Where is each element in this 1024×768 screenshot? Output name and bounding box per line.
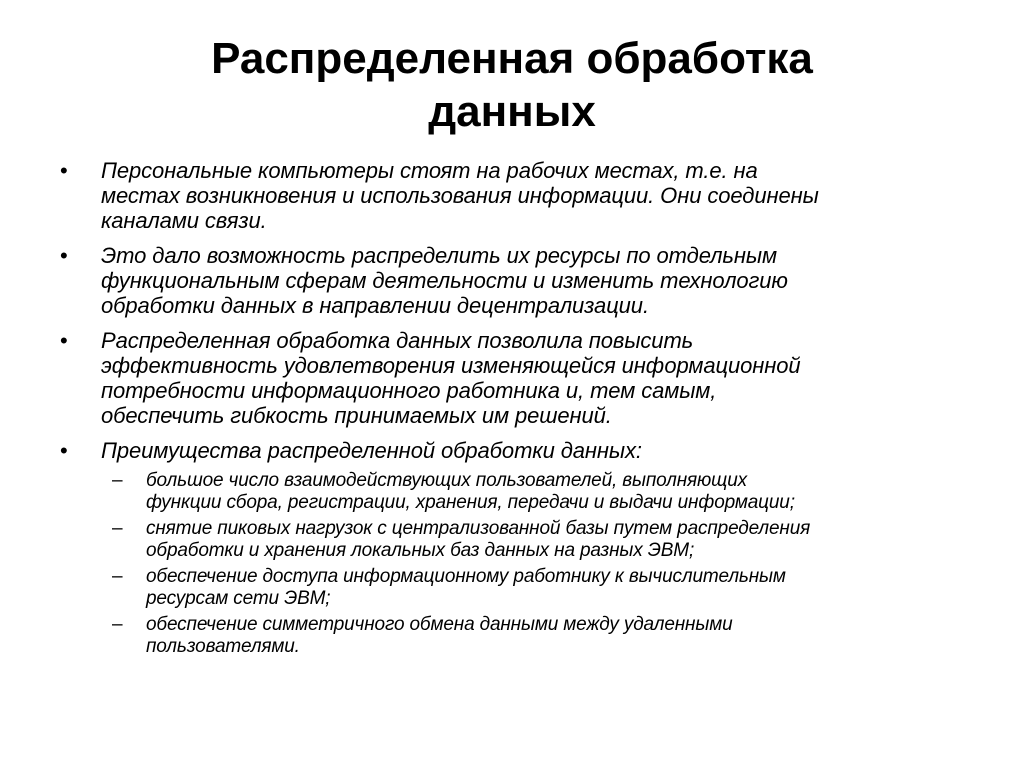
sub-marker: – [112, 518, 123, 539]
bullet-marker: • [60, 243, 68, 268]
text-line: Распределенная обработка данных позволила повысить [101, 328, 694, 353]
bullet-item [60, 158, 970, 233]
text-line: потребности информационного работника и, тем самым, [101, 378, 717, 403]
sub-list [101, 470, 970, 658]
bullet-text [101, 328, 970, 428]
sub-item [101, 566, 970, 610]
bullet-marker: • [60, 328, 68, 353]
text-line: Преимущества распределенной обработки данных: [101, 438, 642, 463]
text-line: эффективность удовлетворения изменяющейся информационной [101, 353, 801, 378]
text-line: функциональным сферам деятельности и изменить технологию [101, 268, 788, 293]
text-line: обработки данных в направлении децентрализации. [101, 293, 649, 318]
bullet-item [60, 243, 970, 318]
text-line: снятие пиковых нагрузок с централизованной базы путем распределения [146, 518, 811, 539]
sub-text [146, 614, 970, 658]
sub-item [101, 614, 970, 658]
text-line: функции сбора, регистрации, хранения, передачи и выдачи информации; [146, 492, 795, 513]
text-line: ресурсам сети ЭВМ; [146, 588, 331, 609]
slide-title [60, 32, 964, 138]
sub-text [146, 566, 970, 610]
bullet-marker: • [60, 438, 68, 463]
bullet-item [60, 438, 970, 658]
bullet-text [101, 243, 970, 318]
bullet-marker: • [60, 158, 68, 183]
text-line: пользователями. [146, 636, 300, 657]
sub-text [146, 518, 970, 562]
sub-marker: – [112, 566, 123, 587]
bullet-item [60, 328, 970, 428]
sub-marker: – [112, 470, 123, 491]
text-line: Персональные компьютеры стоят на рабочих местах, т.е. на [101, 158, 758, 183]
title-line: Распределенная обработка [211, 34, 813, 83]
sub-item [101, 470, 970, 514]
text-line: обеспечение доступа информационному работнику к вычислительным [146, 566, 786, 587]
text-line: местах возникновения и использования информации. Они соединены [101, 183, 819, 208]
bullet-text [101, 438, 970, 463]
text-line: обеспечить гибкость принимаемых им решений. [101, 403, 612, 428]
bullet-text [101, 158, 970, 233]
text-line: обеспечение симметричного обмена данными между удаленными [146, 614, 733, 635]
text-line: большое число взаимодействующих пользователей, выполняющих [146, 470, 747, 491]
sub-item [101, 518, 970, 562]
sub-marker: – [112, 614, 123, 635]
text-line: обработки и хранения локальных баз данных на разных ЭВМ; [146, 540, 695, 561]
bullet-list [60, 158, 970, 668]
text-line: Это дало возможность распределить их ресурсы по отдельным [101, 243, 777, 268]
text-line: каналами связи. [101, 208, 267, 233]
title-line: данных [428, 87, 596, 136]
sub-text [146, 470, 970, 514]
